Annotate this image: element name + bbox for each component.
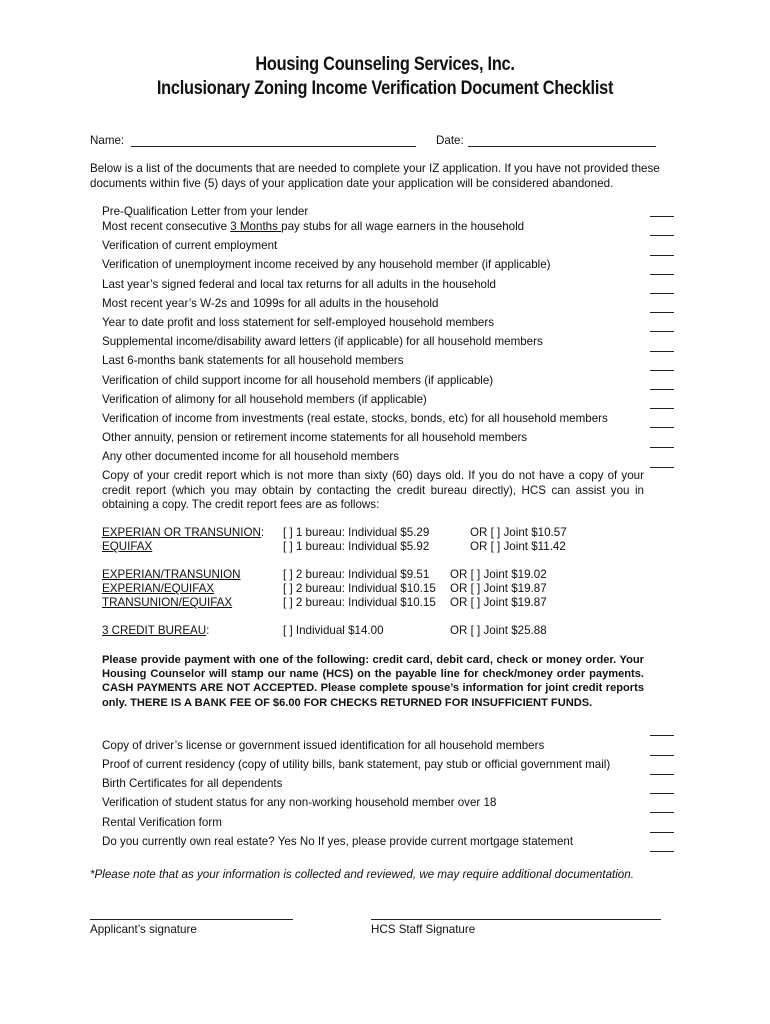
checklist-item: Pre-Qualification Letter from your lender (102, 205, 309, 218)
checklist-item: Last 6-months bank statements for all household members (102, 354, 404, 367)
fee-option[interactable]: [ ] 2 bureau: Individual $10.15 (283, 582, 436, 595)
checklist-item: Verification of child support income for all household members (if applicable) (102, 374, 494, 387)
checklist-item: Copy of your credit report which is not more than sixty (60) days old. If you do not have a copy of your credit report (which you may obtain by contacting the credit bureau directly), HCS can assist you in obtaining a copy. The credit report fees are as follows: (102, 469, 644, 511)
intro-text: Below is a list of the documents that are needed to complete your IZ application. If you have not provided these documents within five (5) days of your application date your application will be considered abandoned. (90, 162, 660, 190)
applicant-signature-line[interactable] (90, 919, 293, 920)
name-label: Name: (90, 134, 125, 147)
checklist-item: Copy of driver’s license or government issued identification for all household members (102, 739, 545, 752)
checklist-item: Year to date profit and loss statement for self-employed household members (102, 316, 495, 329)
check-blank[interactable] (650, 255, 674, 256)
check-blank[interactable] (650, 447, 674, 448)
checklist-item: Any other documented income for all household members (102, 450, 400, 463)
fee-option[interactable]: [ ] 2 bureau: Individual $10.15 (283, 596, 436, 609)
check-blank[interactable] (650, 735, 674, 736)
check-blank[interactable] (650, 832, 674, 833)
checklist-item: Last year’s signed federal and local tax returns for all adults in the household (102, 278, 497, 291)
fee-label: TRANSUNION/EQUIFAX (102, 596, 233, 609)
fee-label: EXPERIAN/TRANSUNION (102, 568, 241, 581)
fee-joint-option[interactable]: OR [ ] Joint $19.87 (450, 582, 547, 595)
checklist-item: Rental Verification form (102, 816, 222, 829)
check-blank[interactable] (650, 370, 674, 371)
name-field[interactable] (131, 146, 416, 147)
checklist-item: Verification of unemployment income received by any household member (if applicable) (102, 258, 551, 271)
check-blank[interactable] (650, 351, 674, 352)
check-blank[interactable] (650, 812, 674, 813)
check-blank[interactable] (650, 312, 674, 313)
checklist-item: Verification of student status for any non-working household member over 18 (102, 796, 497, 809)
staff-signature-label: HCS Staff Signature (371, 923, 476, 936)
checklist-item: Other annuity, pension or retirement income statements for all household members (102, 431, 528, 444)
check-blank[interactable] (650, 274, 674, 275)
check-blank[interactable] (650, 235, 674, 236)
check-blank[interactable] (650, 755, 674, 756)
checklist-item: Proof of current residency (copy of utility bills, bank statement, pay stub or official government mail) (102, 758, 611, 771)
staff-signature-line[interactable] (371, 919, 661, 920)
fee-label: EQUIFAX (102, 540, 153, 553)
check-blank[interactable] (650, 427, 674, 428)
fee-label: 3 CREDIT BUREAU: (102, 624, 210, 637)
document-title: Inclusionary Zoning Income Verification Document Checklist (156, 78, 614, 99)
checklist-item: Supplemental income/disability award letters (if applicable) for all household members (102, 335, 543, 348)
check-blank[interactable] (650, 331, 674, 332)
fee-option[interactable]: [ ] Individual $14.00 (283, 624, 384, 637)
applicant-signature-label: Applicant’s signature (90, 923, 197, 936)
check-blank[interactable] (650, 793, 674, 794)
check-blank[interactable] (650, 389, 674, 390)
date-field[interactable] (468, 146, 656, 147)
fee-joint-option[interactable]: OR [ ] Joint $25.88 (450, 624, 547, 637)
checklist-item: Verification of alimony for all household members (if applicable) (102, 393, 427, 406)
checklist-item: Most recent consecutive 3 Months pay stubs for all wage earners in the household (102, 220, 525, 233)
payment-notice: Please provide payment with one of the following: credit card, debit card, check or money order. Your Housing Counselor will stamp our name (HCS) on the payable line for check/money order payments. CASH PAYMENTS ARE NOT ACCEPTED. Please complete spouse’s information for joint credit reports only. THERE IS A BANK FEE OF $6.00 FOR CHECKS RETURNED FOR INSUFFICIENT FUNDS. (102, 654, 644, 709)
check-blank[interactable] (650, 408, 674, 409)
org-title: Housing Counseling Services, Inc. (255, 54, 515, 75)
fee-label: EXPERIAN/EQUIFAX (102, 582, 215, 595)
fee-joint-option[interactable]: OR [ ] Joint $11.42 (470, 540, 566, 553)
checklist-item: Birth Certificates for all dependents (102, 777, 283, 790)
check-blank[interactable] (650, 216, 674, 217)
checklist-item: Do you currently own real estate? Yes No If yes, please provide current mortgage statement (102, 835, 574, 848)
checklist-item: Most recent year’s W-2s and 1099s for all adults in the household (102, 297, 439, 310)
fee-option[interactable]: [ ] 2 bureau: Individual $9.51 (283, 568, 430, 581)
documentation-note: *Please note that as your information is collected and reviewed, we may require additional documentation. (90, 868, 634, 881)
check-blank[interactable] (650, 467, 674, 468)
check-blank[interactable] (650, 293, 674, 294)
check-blank[interactable] (650, 774, 674, 775)
checklist-item: Verification of income from investments (real estate, stocks, bonds, etc) for all household members (102, 412, 608, 425)
checklist-item: Verification of current employment (102, 239, 278, 252)
fee-label: EXPERIAN OR TRANSUNION: (102, 526, 265, 539)
fee-option[interactable]: [ ] 1 bureau: Individual $5.29 (283, 526, 430, 539)
fee-joint-option[interactable]: OR [ ] Joint $10.57 (470, 526, 567, 539)
fee-joint-option[interactable]: OR [ ] Joint $19.87 (450, 596, 547, 609)
check-blank[interactable] (650, 851, 674, 852)
date-label: Date: (436, 134, 464, 147)
fee-option[interactable]: [ ] 1 bureau: Individual $5.92 (283, 540, 430, 553)
fee-joint-option[interactable]: OR [ ] Joint $19.02 (450, 568, 547, 581)
